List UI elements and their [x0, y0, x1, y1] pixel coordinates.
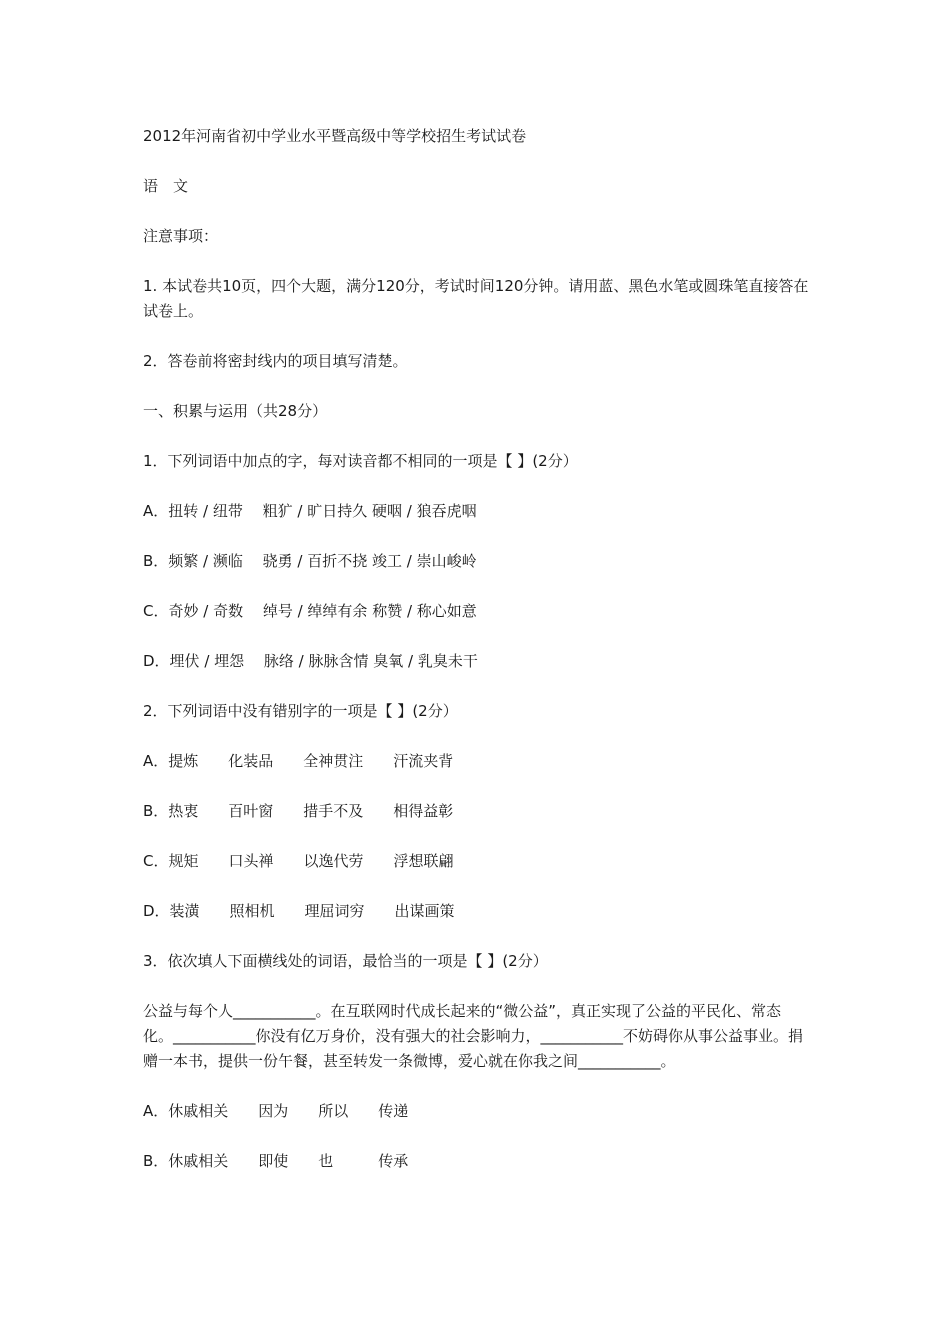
question-3-stem: 3．依次填人下面横线处的词语，最恰当的一项是【 】(2分）: [143, 952, 548, 970]
question-3-passage: 公益与每个人___________。在互联网时代成长起来的“微公益”，真正实现了公益的平民化、常态化。___________你没有亿万身价，没有强大的社会影响力，___________不妨碍你从事公益事业。捐赠一本书，提供一份午餐，甚至转发一条微博，爱心就在你我之间___________。: [143, 1002, 804, 1070]
document-page: [143, 124, 811, 1174]
notice-heading: 注意事项：: [143, 227, 219, 245]
question-3-option-b: B．休戚相关 即使 也 传承: [143, 1152, 409, 1170]
question-2-option-a: A．提炼 化装品 全神贯注 汗流夹背: [143, 752, 454, 770]
question-3-option-a: A．休戚相关 因为 所以 传递: [143, 1102, 409, 1120]
question-2-option-c: C．规矩 口头禅 以逸代劳 浮想联翩: [143, 852, 454, 870]
question-1-stem: 1．下列词语中加点的字，每对读音都不相同的一项是【 】(2分）: [143, 452, 578, 470]
question-1-option-a: A．扭转 / 纽带 粗犷 / 旷日持久 硬咽 / 狼吞虎咽: [143, 502, 477, 520]
question-2-stem: 2．下列词语中没有错别字的一项是【 】(2分）: [143, 702, 458, 720]
notice-item-2: 2．答卷前将密封线内的项目填写清楚。: [143, 352, 408, 370]
question-2-option-b: B．热衷 百叶窗 措手不及 相得益彰: [143, 802, 454, 820]
question-1-option-b: B．频繁 / 濒临 骁勇 / 百折不挠 竣工 / 崇山峻岭: [143, 552, 477, 570]
notice-item-1: 1. 本试卷共10页，四个大题，满分120分，考试时间120分钟。请用蓝、黑色水笔或圆珠笔直接答在试卷上。: [143, 277, 809, 320]
question-1-option-d: D．埋伏 / 埋怨 脉络 / 脉脉含情 臭氧 / 乳臭未干: [143, 652, 478, 670]
subject-label: 语 文: [143, 177, 189, 195]
section-heading-1: 一、积累与运用（共28分）: [143, 402, 328, 420]
document-title: 2012年河南省初中学业水平暨高级中等学校招生考试试卷: [143, 127, 527, 145]
question-1-option-c: C．奇妙 / 奇数 绰号 / 绰绰有余 称赞 / 称心如意: [143, 602, 477, 620]
question-2-option-d: D．装潢 照相机 理屈词穷 出谋画策: [143, 902, 455, 920]
